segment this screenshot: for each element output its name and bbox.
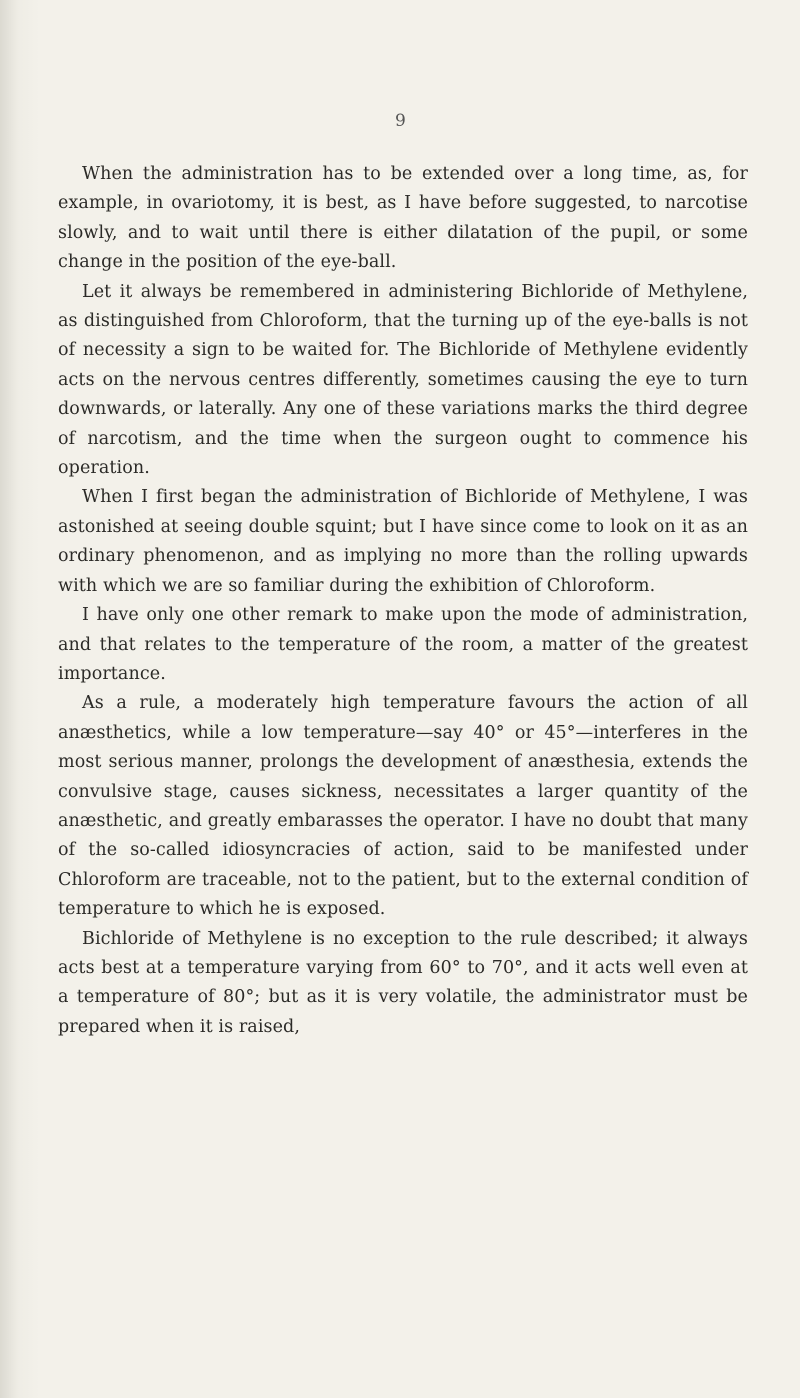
- paragraph-4: I have only one other remark to make upon the mode of administration, and that relates to the temperature of the room, a matter of the greatest importance.: [58, 605, 748, 684]
- paragraph-2: Let it always be remembered in administering Bichloride of Methylene, as distinguished from Chloroform, that the turning up of the eye-balls is not of necessity a sign to be waited for. The Bichloride of Methylene evidently acts on the nervous centres differently, sometimes causing the eye to turn downwards, or laterally. Any one of these variations marks the third degree of narcotism, and the time when the surgeon ought to commence his operation.: [58, 281, 748, 479]
- paragraph-6: Bichloride of Methylene is no exception to the rule described; it always acts best at a temperature varying from 60° to 70°, and it acts well even at a temperature of 80°; but as it is very volatile, the administrator must be prepared when it is raised,: [58, 928, 748, 1037]
- body-text: [58, 160, 748, 1042]
- paragraph-5: As a rule, a moderately high temperature favours the action of all anæsthetics, while a low temperature—say 40° or 45°—interferes in the most serious manner, prolongs the development of anæsthesia, extends the convulsive stage, causes sickness, necessitates a larger quantity of the anæsthetic, and greatly embarasses the operator. I have no doubt that many of the so-called idiosyncracies of action, said to be manifested under Chloroform are traceable, not to the patient, but to the external condition of temperature to which he is exposed.: [58, 693, 748, 920]
- page-number: 9: [395, 111, 406, 131]
- paragraph-3: When I first began the administration of Bichloride of Methylene, I was astonished at seeing double squint; but I have since come to look on it as an ordinary phenomenon, and as implying no more than the rolling upwards with which we are so familiar during the exhibition of Chloroform.: [58, 487, 748, 596]
- paragraph-1: When the administration has to be extended over a long time, as, for example, in ovariotomy, it is best, as I have before suggested, to narcotise slowly, and to wait until there is either dilatation of the pupil, or some change in the position of the eye-ball.: [58, 164, 748, 273]
